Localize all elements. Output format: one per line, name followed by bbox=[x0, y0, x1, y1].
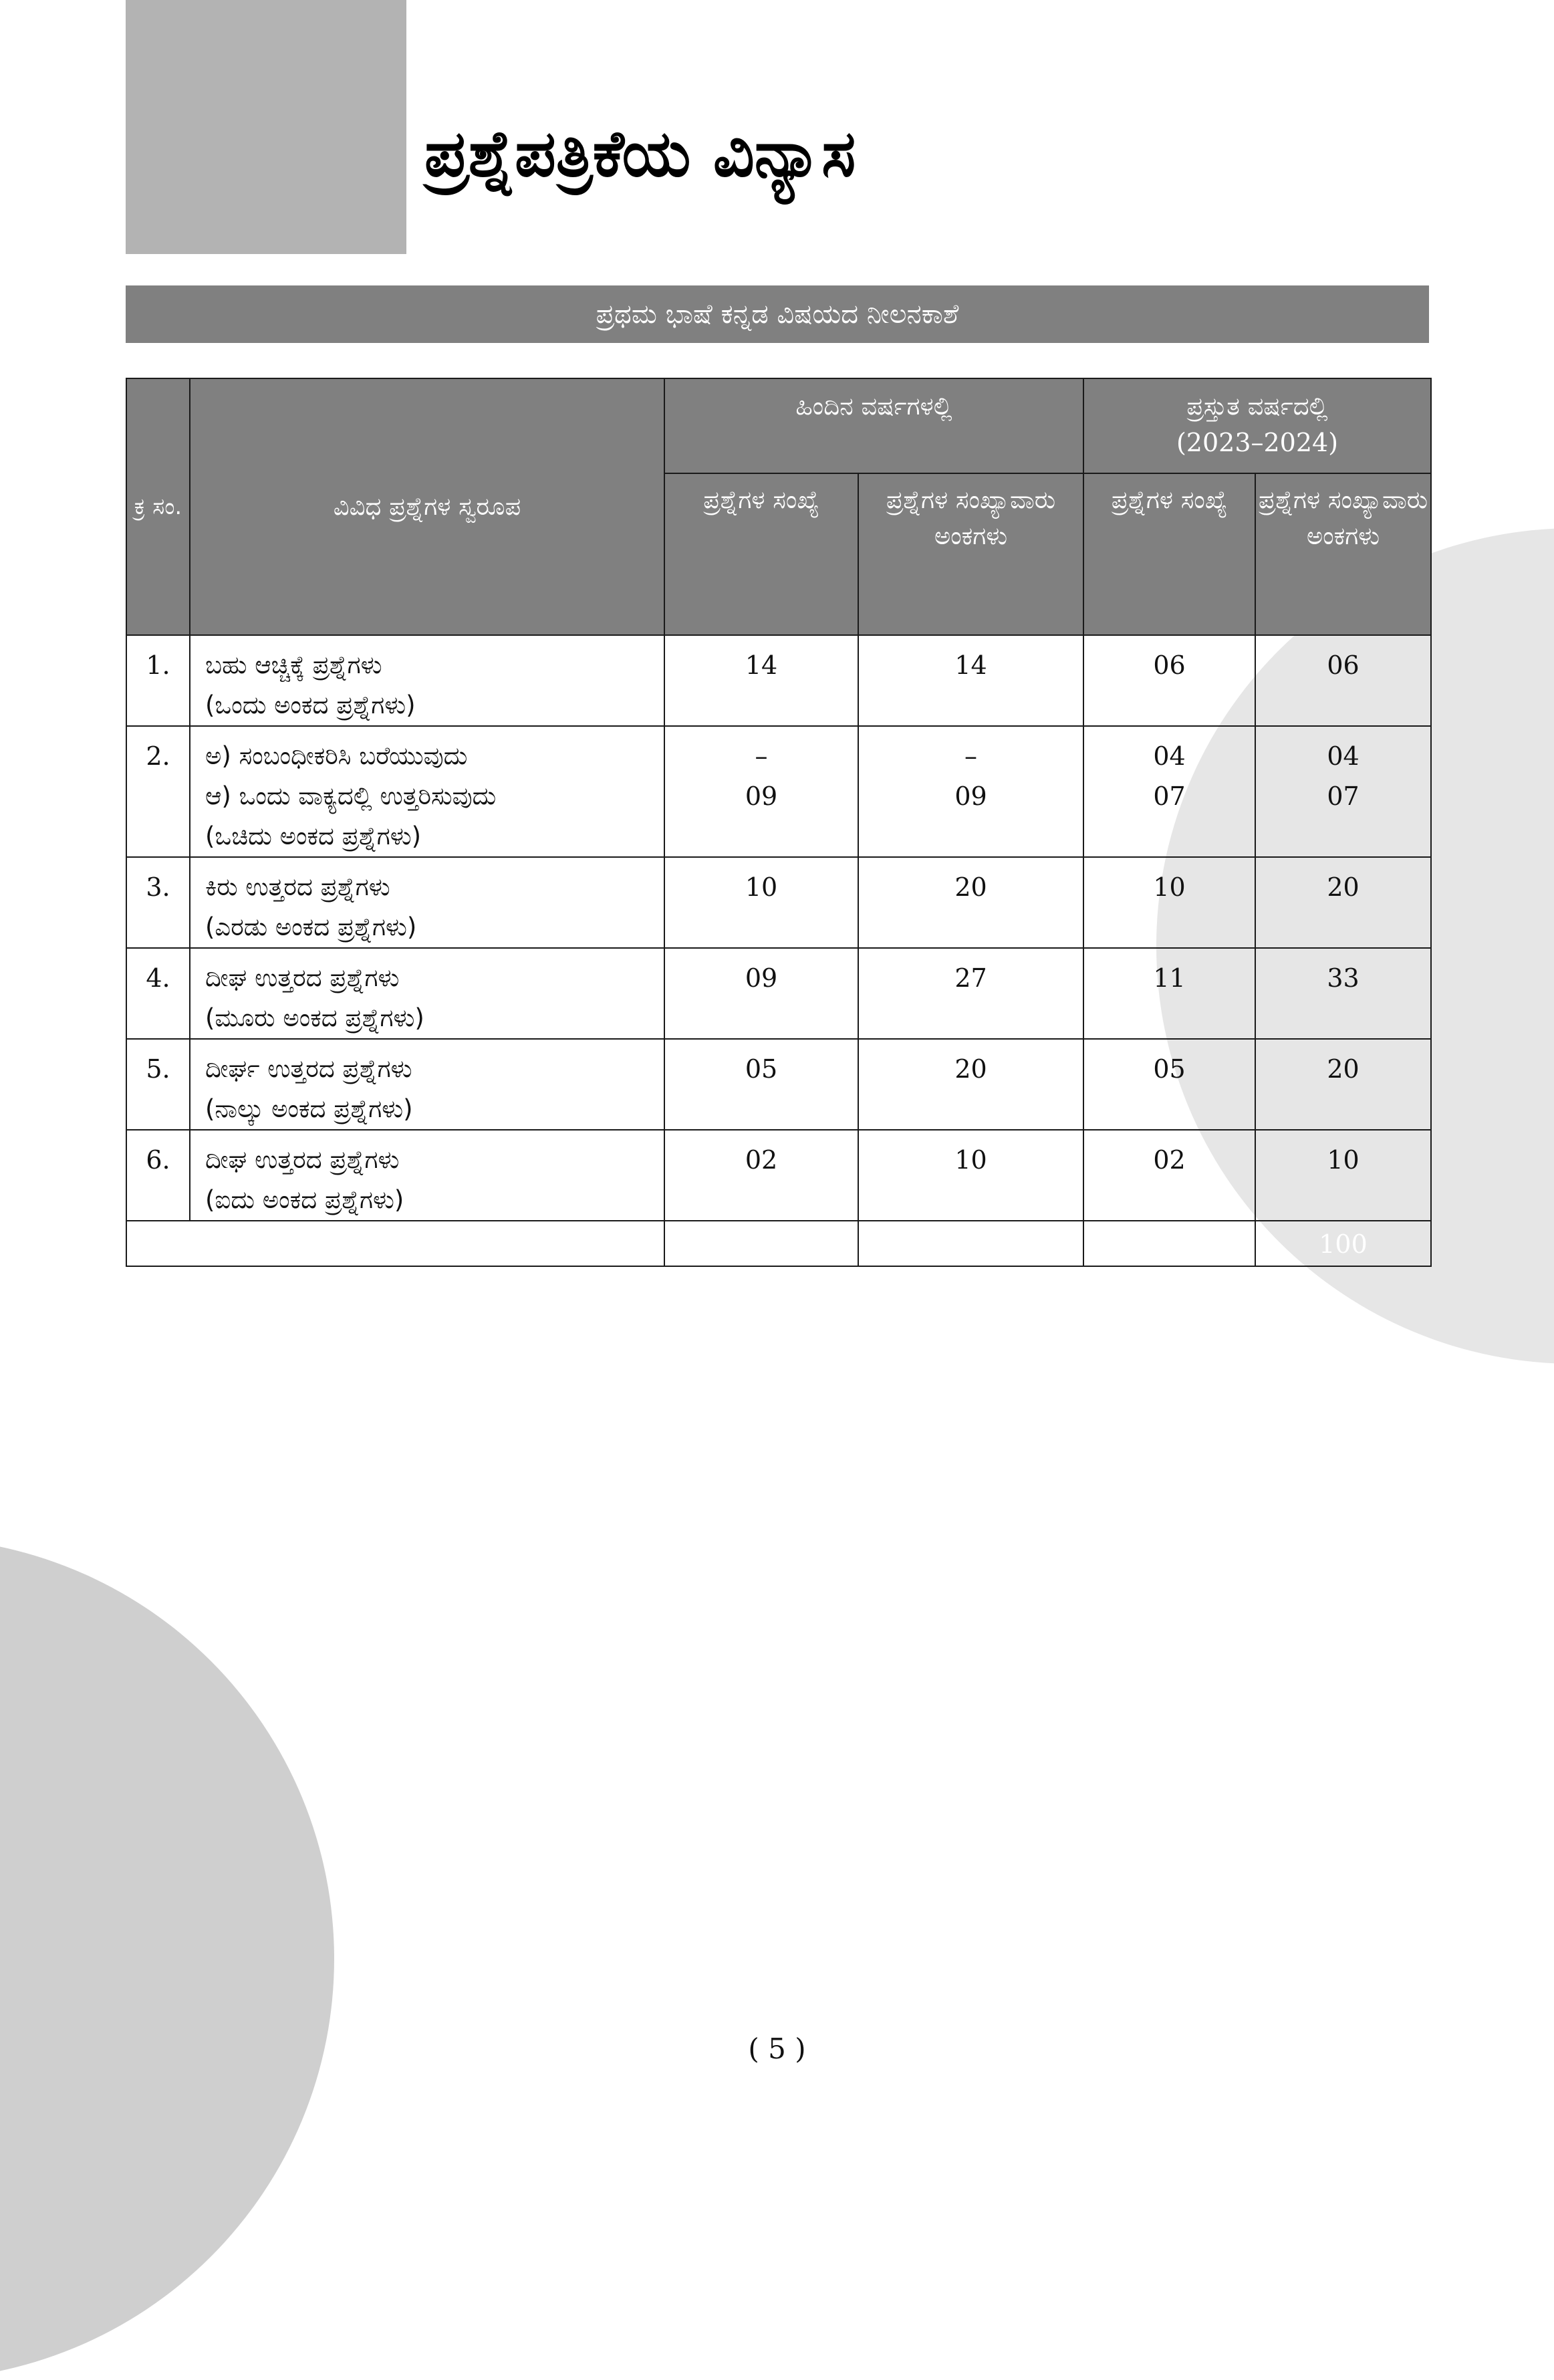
value: 02 bbox=[1153, 1145, 1186, 1175]
prev-num-questions bbox=[664, 726, 858, 857]
total-curr-questions: 45 bbox=[1083, 1221, 1255, 1266]
table-row bbox=[126, 635, 1431, 726]
question-type-line: ಬಹು ಆಚ್ಚಿಕ್ಕೆ ಪ್ರಶ್ನೆಗಳು bbox=[205, 650, 382, 679]
header-current-year-range: (2023–2024) bbox=[1176, 428, 1339, 457]
value: – bbox=[755, 741, 768, 771]
curr-marks bbox=[1255, 857, 1431, 948]
row-number: 3. bbox=[126, 857, 190, 948]
header-curr-marks: ಪ್ರಶ್ನೆಗಳ ಸಂಖ್ಯಾವಾರು ಅಂಕಗಳು bbox=[1255, 473, 1431, 635]
value: 14 bbox=[954, 650, 987, 680]
value: – bbox=[964, 741, 977, 771]
totals-label-cell bbox=[126, 1221, 664, 1266]
question-type-line: ದೀಘ ಉತ್ತರದ ಪ್ರಶ್ನೆಗಳು bbox=[205, 1145, 400, 1174]
decorative-circle-left bbox=[0, 1538, 334, 2380]
table-row bbox=[126, 1039, 1431, 1130]
total-prev-marks: 100 bbox=[858, 1221, 1083, 1266]
curr-marks bbox=[1255, 726, 1431, 857]
value: 05 bbox=[1153, 1054, 1186, 1084]
prev-marks bbox=[858, 635, 1083, 726]
value: 06 bbox=[1327, 650, 1359, 680]
value: 05 bbox=[745, 1054, 778, 1084]
value: 20 bbox=[1327, 1054, 1359, 1084]
value: 04 bbox=[1153, 741, 1186, 771]
value: 10 bbox=[954, 1145, 987, 1175]
value: 04 bbox=[1327, 741, 1359, 771]
question-type-line: (ಎರಡು ಅಂಕದ ಪ್ರಶ್ನೆಗಳು) bbox=[205, 913, 417, 941]
value: 09 bbox=[954, 782, 987, 811]
value: 06 bbox=[1153, 650, 1186, 680]
value: 20 bbox=[954, 872, 987, 902]
value: 27 bbox=[954, 963, 987, 993]
header-prev-num-questions: ಪ್ರಶ್ನೆಗಳ ಸಂಖ್ಯೆ bbox=[664, 473, 858, 635]
row-number: 4. bbox=[126, 948, 190, 1039]
header-current-year bbox=[1083, 378, 1431, 473]
question-type-line: (ಐದು ಅಂಕದ ಪ್ರಶ್ನೆಗಳು) bbox=[205, 1185, 404, 1214]
value: 07 bbox=[1153, 782, 1186, 811]
header-curr-num-questions: ಪ್ರಶ್ನೆಗಳ ಸಂಖ್ಯೆ bbox=[1083, 473, 1255, 635]
table-row bbox=[126, 726, 1431, 857]
prev-marks bbox=[858, 1039, 1083, 1130]
question-type bbox=[190, 1039, 664, 1130]
question-type-line: (ನಾಲ್ಕು ಅಂಕದ ಪ್ರಶ್ನೆಗಳು) bbox=[205, 1094, 413, 1123]
curr-num-questions bbox=[1083, 726, 1255, 857]
page-title: ಪ್ರಶ್ನೆಪತ್ರಿಕೆಯ ವಿನ್ಯಾಸ bbox=[424, 116, 856, 191]
question-type-line: (ಒಚಿದು ಅಂಕದ ಪ್ರಶ್ನೆಗಳು) bbox=[205, 822, 422, 850]
prev-marks bbox=[858, 857, 1083, 948]
prev-num-questions bbox=[664, 948, 858, 1039]
curr-marks bbox=[1255, 1130, 1431, 1221]
header-prev-marks: ಪ್ರಶ್ನೆಗಳ ಸಂಖ್ಯಾವಾರು ಅಂಕಗಳು bbox=[858, 473, 1083, 635]
totals-row bbox=[126, 1221, 1431, 1266]
table-row bbox=[126, 857, 1431, 948]
prev-marks bbox=[858, 726, 1083, 857]
row-number: 1. bbox=[126, 635, 190, 726]
value: 14 bbox=[745, 650, 778, 680]
curr-marks bbox=[1255, 1039, 1431, 1130]
header-question-nature: ವಿವಿಧ ಪ್ರಶ್ನೆಗಳ ಸ್ವರೂಪ bbox=[190, 378, 664, 635]
question-type bbox=[190, 1130, 664, 1221]
table-row bbox=[126, 1130, 1431, 1221]
value: 20 bbox=[1327, 872, 1359, 902]
question-type-line: ಆ) ಒಂದು ವಾಕ್ಯದಲ್ಲಿ ಉತ್ತರಿಸುವುದು bbox=[205, 782, 497, 810]
curr-num-questions bbox=[1083, 1130, 1255, 1221]
header-sl-no: ಕ್ರ ಸಂ. bbox=[126, 378, 190, 635]
prev-num-questions bbox=[664, 857, 858, 948]
value: 10 bbox=[1327, 1145, 1359, 1175]
prev-num-questions bbox=[664, 1039, 858, 1130]
subject-heading: ಪ್ರಥಮ ಭಾಷೆ ಕನ್ನಡ ವಿಷಯದ ನೀಲನಕಾಶೆ bbox=[126, 285, 1429, 343]
page-number: ( 5 ) bbox=[748, 2032, 806, 2065]
value: 02 bbox=[745, 1145, 778, 1175]
curr-num-questions bbox=[1083, 948, 1255, 1039]
row-number: 2. bbox=[126, 726, 190, 857]
value: 10 bbox=[1153, 872, 1186, 902]
blueprint-table bbox=[126, 378, 1432, 1267]
value: 33 bbox=[1327, 963, 1359, 993]
decorative-rectangle bbox=[126, 0, 406, 254]
header-previous-years: ಹಿಂದಿನ ವರ್ಷಗಳಲ್ಲಿ bbox=[664, 378, 1083, 473]
question-type bbox=[190, 857, 664, 948]
value: 10 bbox=[745, 872, 778, 902]
question-type-line: ಕಿರು ಉತ್ತರದ ಪ್ರಶ್ನೆಗಳು bbox=[205, 872, 390, 901]
prev-num-questions bbox=[664, 1130, 858, 1221]
prev-num-questions bbox=[664, 635, 858, 726]
curr-num-questions bbox=[1083, 857, 1255, 948]
value: 09 bbox=[745, 782, 778, 811]
value: 07 bbox=[1327, 782, 1359, 811]
curr-num-questions bbox=[1083, 1039, 1255, 1130]
question-type bbox=[190, 635, 664, 726]
question-type-line: (ಮೂರು ಅಂಕದ ಪ್ರಶ್ನೆಗಳು) bbox=[205, 1003, 424, 1032]
question-type bbox=[190, 948, 664, 1039]
row-number: 6. bbox=[126, 1130, 190, 1221]
curr-marks bbox=[1255, 948, 1431, 1039]
question-type-line: ದೀಘ ಉತ್ತರದ ಪ್ರಶ್ನೆಗಳು bbox=[205, 963, 400, 992]
table-row bbox=[126, 948, 1431, 1039]
row-number: 5. bbox=[126, 1039, 190, 1130]
header-current-year-label: ಪ್ರಸ್ತುತ ವರ್ಷದಲ್ಲಿ bbox=[1186, 392, 1328, 421]
question-type-line: (ಒಂದು ಅಂಕದ ಪ್ರಶ್ನೆಗಳು) bbox=[205, 691, 416, 719]
total-curr-marks: 100 bbox=[1255, 1221, 1431, 1266]
value: 11 bbox=[1153, 963, 1186, 993]
curr-marks bbox=[1255, 635, 1431, 726]
question-type-line: ಅ) ಸಂಬಂಧೀಕರಿಸಿ ಬರೆಯುವುದು bbox=[205, 741, 468, 770]
question-type bbox=[190, 726, 664, 857]
curr-num-questions bbox=[1083, 635, 1255, 726]
prev-marks bbox=[858, 948, 1083, 1039]
total-prev-questions: 49 bbox=[664, 1221, 858, 1266]
question-type-line: ದೀರ್ಘ ಉತ್ತರದ ಪ್ರಶ್ನೆಗಳು bbox=[205, 1054, 412, 1083]
value: 20 bbox=[954, 1054, 987, 1084]
prev-marks bbox=[858, 1130, 1083, 1221]
value: 09 bbox=[745, 963, 778, 993]
